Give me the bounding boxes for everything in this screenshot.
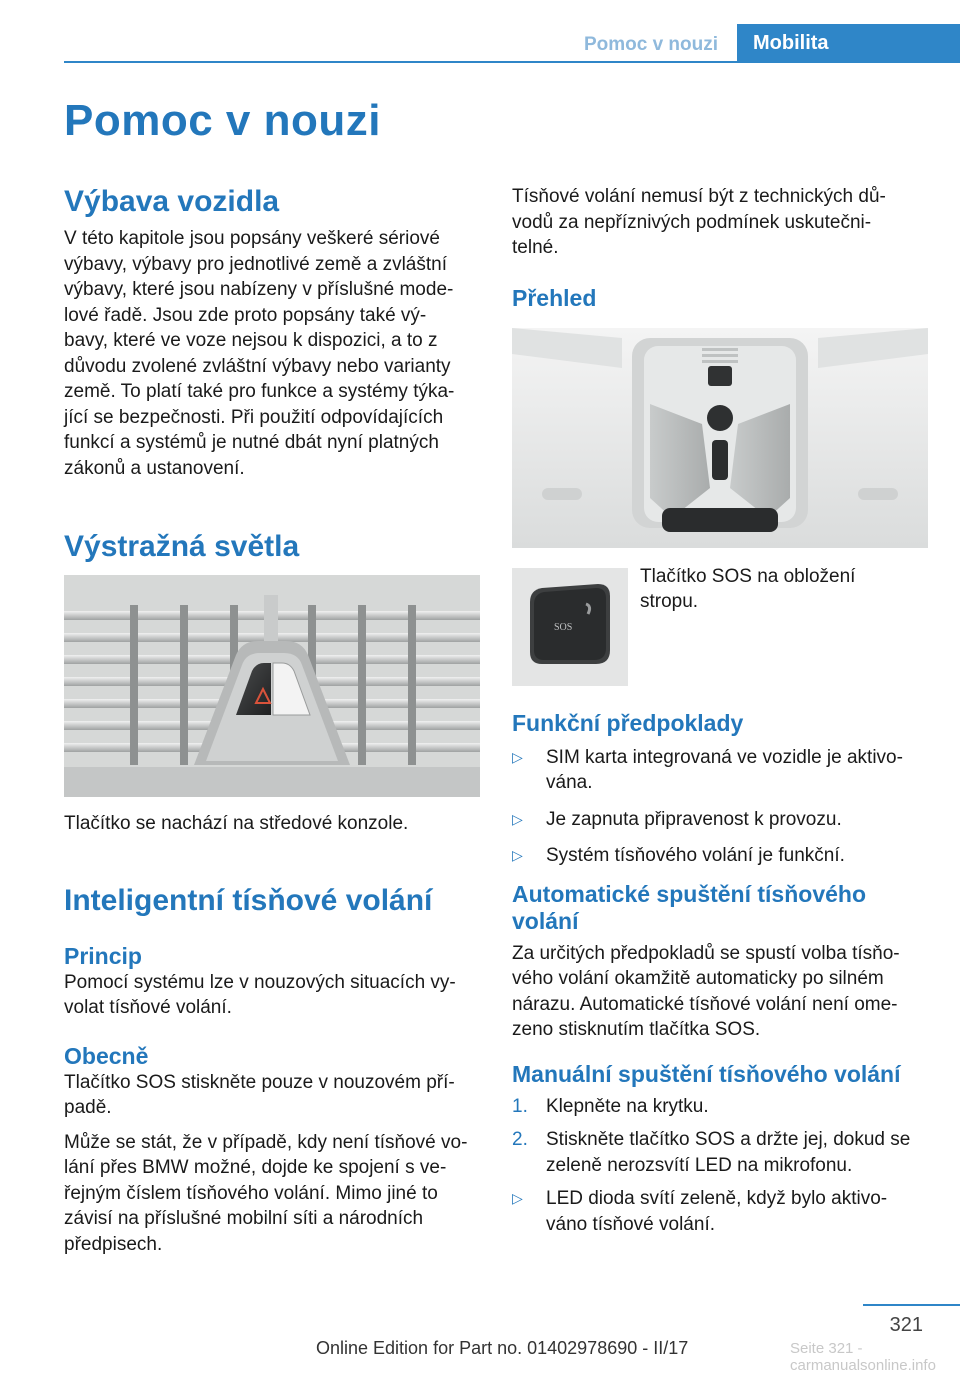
text-line: volání xyxy=(512,907,579,934)
text-line: Systém tísňového volání je funkční. xyxy=(546,845,845,866)
text-line: vána. xyxy=(546,772,593,793)
sos-button-label: SOS xyxy=(554,621,573,633)
right-column xyxy=(512,184,932,1248)
text-line: padě. xyxy=(64,1097,112,1118)
sos-button-image xyxy=(512,568,628,686)
text-line: lání přes BMW možné, dojde ke spojení s ve‐ xyxy=(64,1157,447,1178)
text-line: řejným číslem tísňového volání. Mimo jiné to xyxy=(64,1182,438,1204)
bullet-marker: ▷ xyxy=(512,748,523,765)
step-number: 2. xyxy=(512,1129,528,1150)
subsection-title-manual-call: Manuální spuštění tísňového volání xyxy=(512,1060,901,1087)
bullet-marker: ▷ xyxy=(512,1190,523,1206)
text-line: zákonů a ustanovení. xyxy=(64,457,245,479)
text-line: Stiskněte tlačítko SOS a držte jej, dokud se xyxy=(546,1129,911,1150)
list-item xyxy=(512,745,932,796)
bullet-marker: ▷ xyxy=(512,810,523,827)
manual-note-list xyxy=(512,1186,932,1237)
text-line: země. To platí také pro funkce a systémy týka‐ xyxy=(64,381,455,402)
automatic-call-text xyxy=(512,941,932,1043)
sos-figure xyxy=(512,565,932,686)
text-line: výbavy, výbavy pro jednotlivé země a zvláštní xyxy=(64,253,447,275)
text-line: Pomocí systému lze v nouzových situacích vy‐ xyxy=(64,971,456,993)
text-line: výbavy, které jsou nabízeny v příslušné mode‐ xyxy=(64,279,454,300)
text-line: vého volání okamžitě automaticky po silném xyxy=(512,968,884,989)
bullet-marker: ▷ xyxy=(512,847,523,863)
hazard-button-image xyxy=(64,575,480,797)
principle-text xyxy=(64,970,484,1021)
text-line: předpisech. xyxy=(64,1233,163,1255)
text-line: Tlačítko SOS stiskněte pouze v nouzovém pří‐ xyxy=(64,1071,455,1093)
text-line: LED dioda svítí zeleně, když bylo aktivo‐ xyxy=(546,1188,888,1209)
page-number: 321 xyxy=(889,1314,923,1336)
manual-steps-list xyxy=(512,1094,932,1179)
text-line: Je zapnuta připravenost k provozu. xyxy=(546,808,842,830)
step-number: 1. xyxy=(512,1095,528,1117)
text-line: stropu. xyxy=(640,591,699,612)
list-item xyxy=(512,807,932,833)
subsection-title-automatic-call xyxy=(512,881,932,935)
subsection-title-overview: Přehled xyxy=(512,284,597,311)
text-line: Automatické spuštění tísňového xyxy=(512,880,867,907)
intro-text xyxy=(512,184,932,261)
section-title-equipment: Výbava vozidla xyxy=(64,185,280,218)
list-item xyxy=(512,843,932,869)
text-line: Tísňové volání nemusí být z technických dů‐ xyxy=(512,186,886,207)
text-line: Klepněte na krytku. xyxy=(546,1095,709,1117)
list-item xyxy=(512,1186,932,1237)
text-line: funkcí a systémů je nutné dbát nyní platných xyxy=(64,432,439,453)
subsection-title-principle: Princip xyxy=(64,942,142,969)
hazard-caption: Tlačítko se nachází na středové konzole. xyxy=(64,813,409,834)
text-line: jící se bezpečnosti. Při použití odpovídajících xyxy=(64,406,444,428)
left-column xyxy=(64,184,484,1257)
general-text-1 xyxy=(64,1070,484,1121)
section-title-emergency-call: Inteligentní tísňové volání xyxy=(64,883,433,917)
sos-caption xyxy=(640,564,930,615)
text-line: V této kapitole jsou popsány veškeré sériové xyxy=(64,228,440,249)
roof-console-image xyxy=(512,328,928,548)
page-number-rule xyxy=(863,1304,960,1306)
general-text-2 xyxy=(64,1130,484,1258)
list-item xyxy=(512,1094,932,1120)
text-line: vodů za nepříznivých podmínek uskutečni‐ xyxy=(512,211,872,233)
text-line: zeno stisknutím tlačítka SOS. xyxy=(512,1019,761,1040)
text-line: bavy, které ve voze nejsou k dispozici, a to z xyxy=(64,330,438,351)
text-line: závisí na příslušné mobilní síti a národních xyxy=(64,1208,424,1229)
header-rule xyxy=(64,61,960,63)
text-line: nárazu. Automatické tísňové volání není ome‐ xyxy=(512,993,898,1015)
text-line: váno tísňové volání. xyxy=(546,1213,715,1235)
equipment-text xyxy=(64,226,484,481)
text-line: zeleně nerozsvítí LED na mikrofonu. xyxy=(546,1154,853,1176)
header-chapter-tab[interactable]: Mobilita xyxy=(737,24,960,62)
prerequisites-list xyxy=(512,745,932,869)
text-line: volat tísňové volání. xyxy=(64,997,232,1018)
text-line: lové řadě. Jsou zde proto popsány také vý‐ xyxy=(64,304,427,326)
text-line: důvodu zvolené zvláštní výbavy nebo varianty xyxy=(64,355,451,377)
section-title-hazard-lights: Výstražná světla xyxy=(64,530,300,563)
text-line: Tlačítko SOS na obložení xyxy=(640,565,856,587)
text-line: SIM karta integrovaná ve vozidle je aktivo‐ xyxy=(546,746,903,768)
text-line: telné. xyxy=(512,237,559,258)
text-line: Za určitých předpokladů se spustí volba tísňo‐ xyxy=(512,942,900,964)
subsection-title-prerequisites: Funkční předpoklady xyxy=(512,709,744,736)
subsection-title-general: Obecně xyxy=(64,1042,149,1069)
watermark: Seite 321 - carmanualsonline.info xyxy=(790,1340,936,1374)
text-line: Může se stát, že v případě, kdy není tísňové vo‐ xyxy=(64,1131,468,1153)
page-title: Pomoc v nouzi xyxy=(64,96,381,145)
header-section-tab[interactable]: Pomoc v nouzi xyxy=(583,34,719,55)
footer-edition: Online Edition for Part no. 01402978690 - II/17 xyxy=(316,1338,689,1358)
list-item xyxy=(512,1127,932,1178)
